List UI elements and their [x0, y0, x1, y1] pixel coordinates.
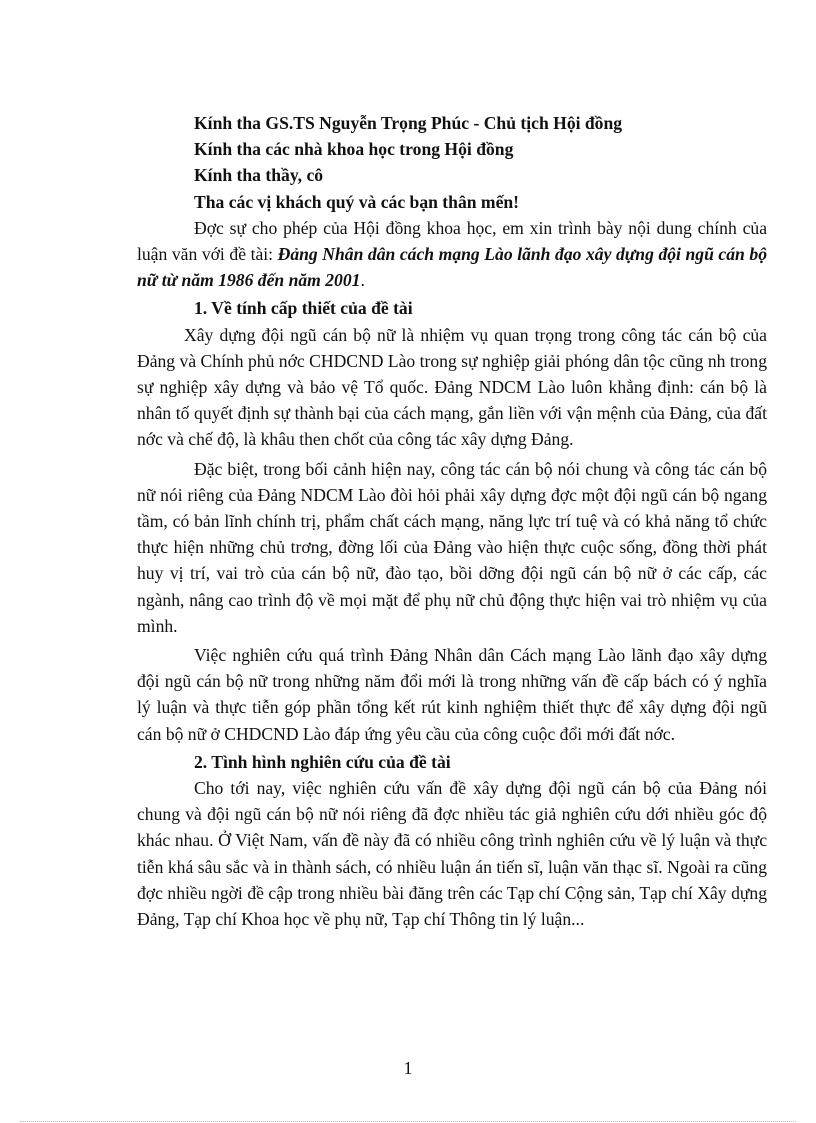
page-number: 1 [403, 1058, 413, 1078]
section-heading: 2. Tình hình nghiên cứu của đề tài [194, 751, 451, 772]
greeting-line: Kính tha thầy, cô [194, 165, 324, 186]
thesis-title: Đảng Nhân dân cách mạng Lào lãnh đạo xây dựng đội ngũ cán bộ nữ từ năm 1986 đến năm 2001 [137, 244, 767, 291]
greeting-line: Kính tha GS.TS Nguyễn Trọng Phúc - Chủ tịch Hội đồng [194, 113, 623, 133]
intro-text: Đợc sự cho phép của Hội đồng khoa học, em xin trình bày nội dung chính của luận văn với đề tài: [137, 217, 767, 265]
body-paragraph: Xây dựng đội ngũ cán bộ nữ là nhiệm vụ quan trọng trong công tác cán bộ của Đảng và Chính phủ nớc CHDCND Lào trong sự nghiệp giải phóng dân tộc cũng nh trong sự nghiệp xây dựng và bảo vệ Tổ quốc. Đảng NDCM Lào luôn khẳng định: cán bộ là nhân tố quyết định sự thành bại của cách mạng, gắn liền với vận mệnh của Đảng, của đất nớc và chế độ, là khâu then chốt của công tác xây dựng Đảng. [137, 324, 767, 450]
intro-paragraph [137, 215, 767, 294]
greeting-line: Tha các vị khách quý và các bạn thân mến! [194, 191, 520, 212]
page-bottom-divider [20, 1121, 796, 1122]
intro-end: . [360, 270, 365, 291]
body-paragraph: Đặc biệt, trong bối cảnh hiện nay, công tác cán bộ nói chung và công tác cán bộ nữ nói riêng của Đảng NDCM Lào đòi hỏi phải xây dựng đợc một đội ngũ cán bộ ngang tầm, có bản lĩnh chính trị, phẩm chất cách mạng, năng lực trí tuệ và có khả năng tổ chức thực hiện những chủ trơng, đờng lối của Đảng vào hiện thực cuộc sống, đồng thời phát huy vị trí, vai trò của cán bộ nữ, đào tạo, bồi dỡng đội ngũ cán bộ nữ ở các cấp, các ngành, nâng cao trình độ về mọi mặt để phụ nữ chủ động thực hiện vai trò nhiệm vụ của mình. [137, 458, 767, 636]
document-body [137, 110, 767, 932]
greeting-line: Kính tha các nhà khoa học trong Hội đồng [194, 139, 514, 160]
section-heading: 1. Về tính cấp thiết của đề tài [194, 298, 413, 319]
body-paragraph: Cho tới nay, việc nghiên cứu vấn đề xây dựng đội ngũ cán bộ của Đảng nói chung và đội ngũ cán bộ nữ nói riêng đã đợc nhiều tác giả nghiên cứu dới nhiều góc độ khác nhau. Ở Việt Nam, vấn đề này đã có nhiều công trình nghiên cứu về lý luận và thực tiễn khá sâu sắc và in thành sách, có nhiều luận án tiến sĩ, luận văn thạc sĩ. Ngoài ra cũng đợc nhiều ngời đề cập trong nhiều bài đăng trên các Tạp chí Cộng sản, Tạp chí Xây dựng Đảng, Tạp chí Khoa học về phụ nữ, Tạp chí Thông tin lý luận... [137, 778, 767, 930]
body-paragraph: Việc nghiên cứu quá trình Đảng Nhân dân Cách mạng Lào lãnh đạo xây dựng đội ngũ cán bộ nữ trong những năm đổi mới là trong những vấn đề cấp bách có ý nghĩa lý luận và thực tiễn góp phần tổng kết rút kinh nghiệm thiết thực để xây dựng đội ngũ cán bộ nữ ở CHDCND Lào đáp ứng yêu cầu của công cuộc đổi mới đất nớc. [137, 645, 767, 744]
